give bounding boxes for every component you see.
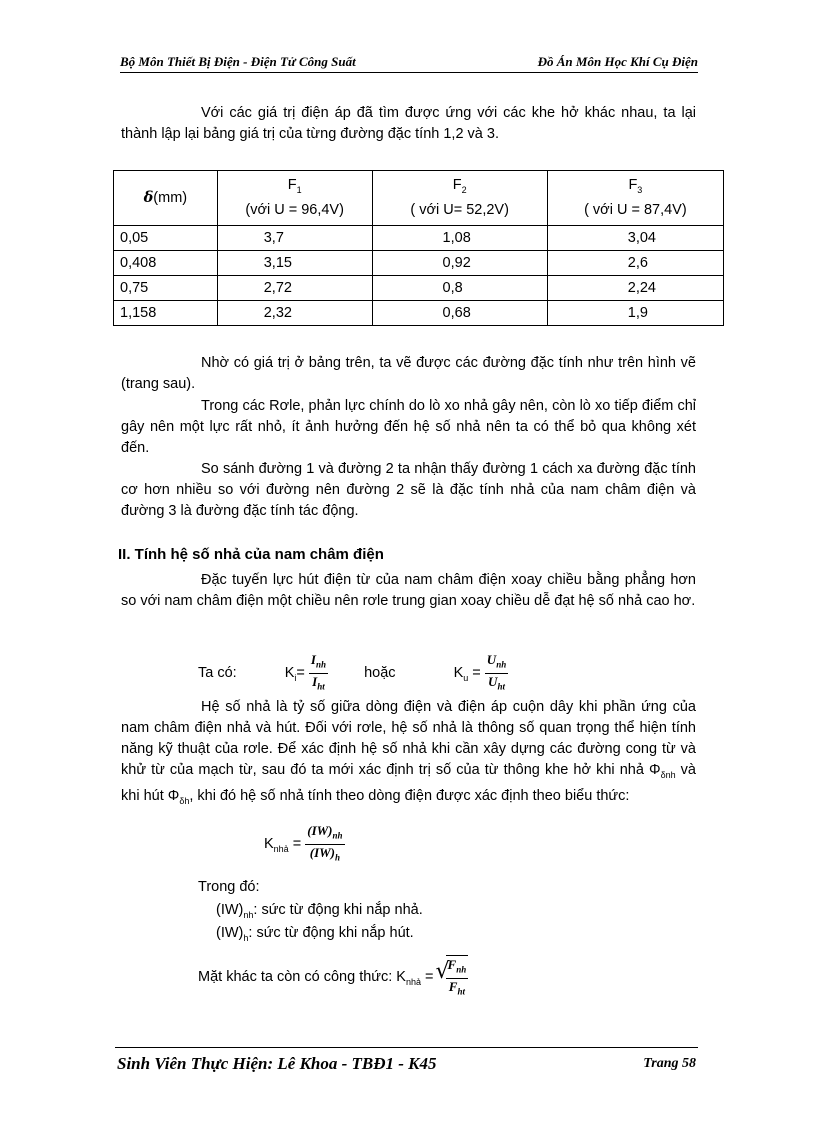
delta-symbol: δ [143,189,154,206]
f3-note: ( với U = 87,4V) [584,202,687,219]
header-f3: $F_3$ ( với U = 87,4V) [547,171,723,226]
formula-ki-ku: Ta có: $K_i=$ $\frac{I_{nh}}{I_{ht}}$ hoặc $K_u$ = $\frac{U_{nh}}{U_{ht}}$ [198,652,618,694]
header-delta [114,171,218,226]
values-table [113,170,724,326]
header-f1: $F_1$ (với U = 96,4V) [217,171,372,226]
formula-knha-iw: $K_{nhả}$ = $\frac{(IW)_{nh}}{(IW)_h}$ [264,823,345,865]
header-right: Đồ Án Môn Học Khí Cụ Điện [537,54,698,69]
intro-paragraph: Với các giá trị điện áp đã tìm được ứng với các khe hở khác nhau, ta lại thành lập lại bảng giá trị của từng đường đặc tính 1,2 và 3. [121,105,696,142]
table-header-row [114,171,724,226]
table-row: 0,408 3,15 0,92 2,6 [114,251,724,276]
page-footer [115,1047,698,1078]
fraction-f: $\frac{F_{nh}}{F_{ht}}$ [447,957,467,997]
where-label: Trong đó: [198,879,260,895]
fraction-u: $\frac{U_{nh}}{U_{ht}}$ [486,652,507,692]
header-left: Bộ Môn Thiết Bị Điện - Điện Tử Công Suất [120,54,356,69]
f1-note: (với U = 96,4V) [245,202,344,219]
paragraph-1: Nhờ có giá trị ở bảng trên, ta vẽ được các đường đặc tính như trên hình vẽ (trang sau). [121,355,696,392]
paragraph-2: Trong các Rơle, phản lực chính do lò xo nhả gây nên, còn lò xo tiếp điểm chỉ gây nên một lực rất nhỏ, ít ảnh hưởng đến hệ số nhả nên ta có thể bỏ qua không xét đến. [121,398,696,456]
definition-iw-nh: $(IW)_{nh}$: sức từ động khi nắp nhả. [216,902,423,920]
delta-unit: (mm) [153,190,188,206]
fraction-iw: $\frac{(IW)_{nh}}{(IW)_h}$ [307,823,343,863]
footer-author: Sinh Viên Thực Hiện: Lê Khoa - TBĐ1 - K45 [117,1054,437,1073]
paragraph-4: Đặc tuyến lực hút điện từ của nam châm điện xoay chiều bằng phẳng hơn so với nam châm điện một chiều nên rơle trung gian xoay chiều dễ đạt hệ số nhả cao hơ. [121,572,696,609]
fraction-i: $\frac{I_{nh}}{I_{ht}}$ [310,652,326,692]
footer-page-number: Trang 58 [643,1056,696,1071]
header-f2: $F_2$ ( với U= 52,2V) [372,171,547,226]
paragraph-3: So sánh đường 1 và đường 2 ta nhận thấy đường 1 cách xa đường đặc tính cơ hơn nhiều so với đường nên đường 2 sẽ là đặc tính nhả của nam châm điện và đường 3 là đường đặc tính tác động. [121,461,696,519]
definition-iw-h: $(IW)_h$: sức từ động khi nắp hút. [216,925,414,943]
paragraph-5: Hệ số nhả là tỷ số giữa dòng điện và điện áp cuộn dây khi phần ứng của nam châm điện nhả và hút. Đối với rơle, hệ số nhả là thông số quan trọng thể hiện tính năng kỹ thuật của rơle. Để xác định hệ số nhả khi cần xây dựng các đường cong từ và khử từ của mạch từ, sau đó ta mới xác định trị số của từ thông khe hở khi nhả $\Phi_{\delta nh}$ và khi hút $\Phi_{\delta h}$, khi đó hệ số nhả tính theo dòng điện được xác định theo biểu thức: [121,699,696,806]
table-row: 0,75 2,72 0,8 2,24 [114,276,724,301]
table-row: 1,158 2,32 0,68 1,9 [114,301,724,326]
table-row: 0,05 3,7 1,08 3,04 [114,226,724,251]
section-title: II. Tính hệ số nhả của nam châm điện [118,546,384,563]
square-root: √ $\frac{F_{nh}}{F_{ht}}$ [438,955,469,999]
f2-note: ( với U= 52,2V) [410,202,509,219]
formula-knha-force: Mặt khác ta còn có công thức: $K_{nhả}$ = √ $\frac{F_{nh}}{F_{ht}}$ [198,955,468,999]
page-header [120,52,698,73]
